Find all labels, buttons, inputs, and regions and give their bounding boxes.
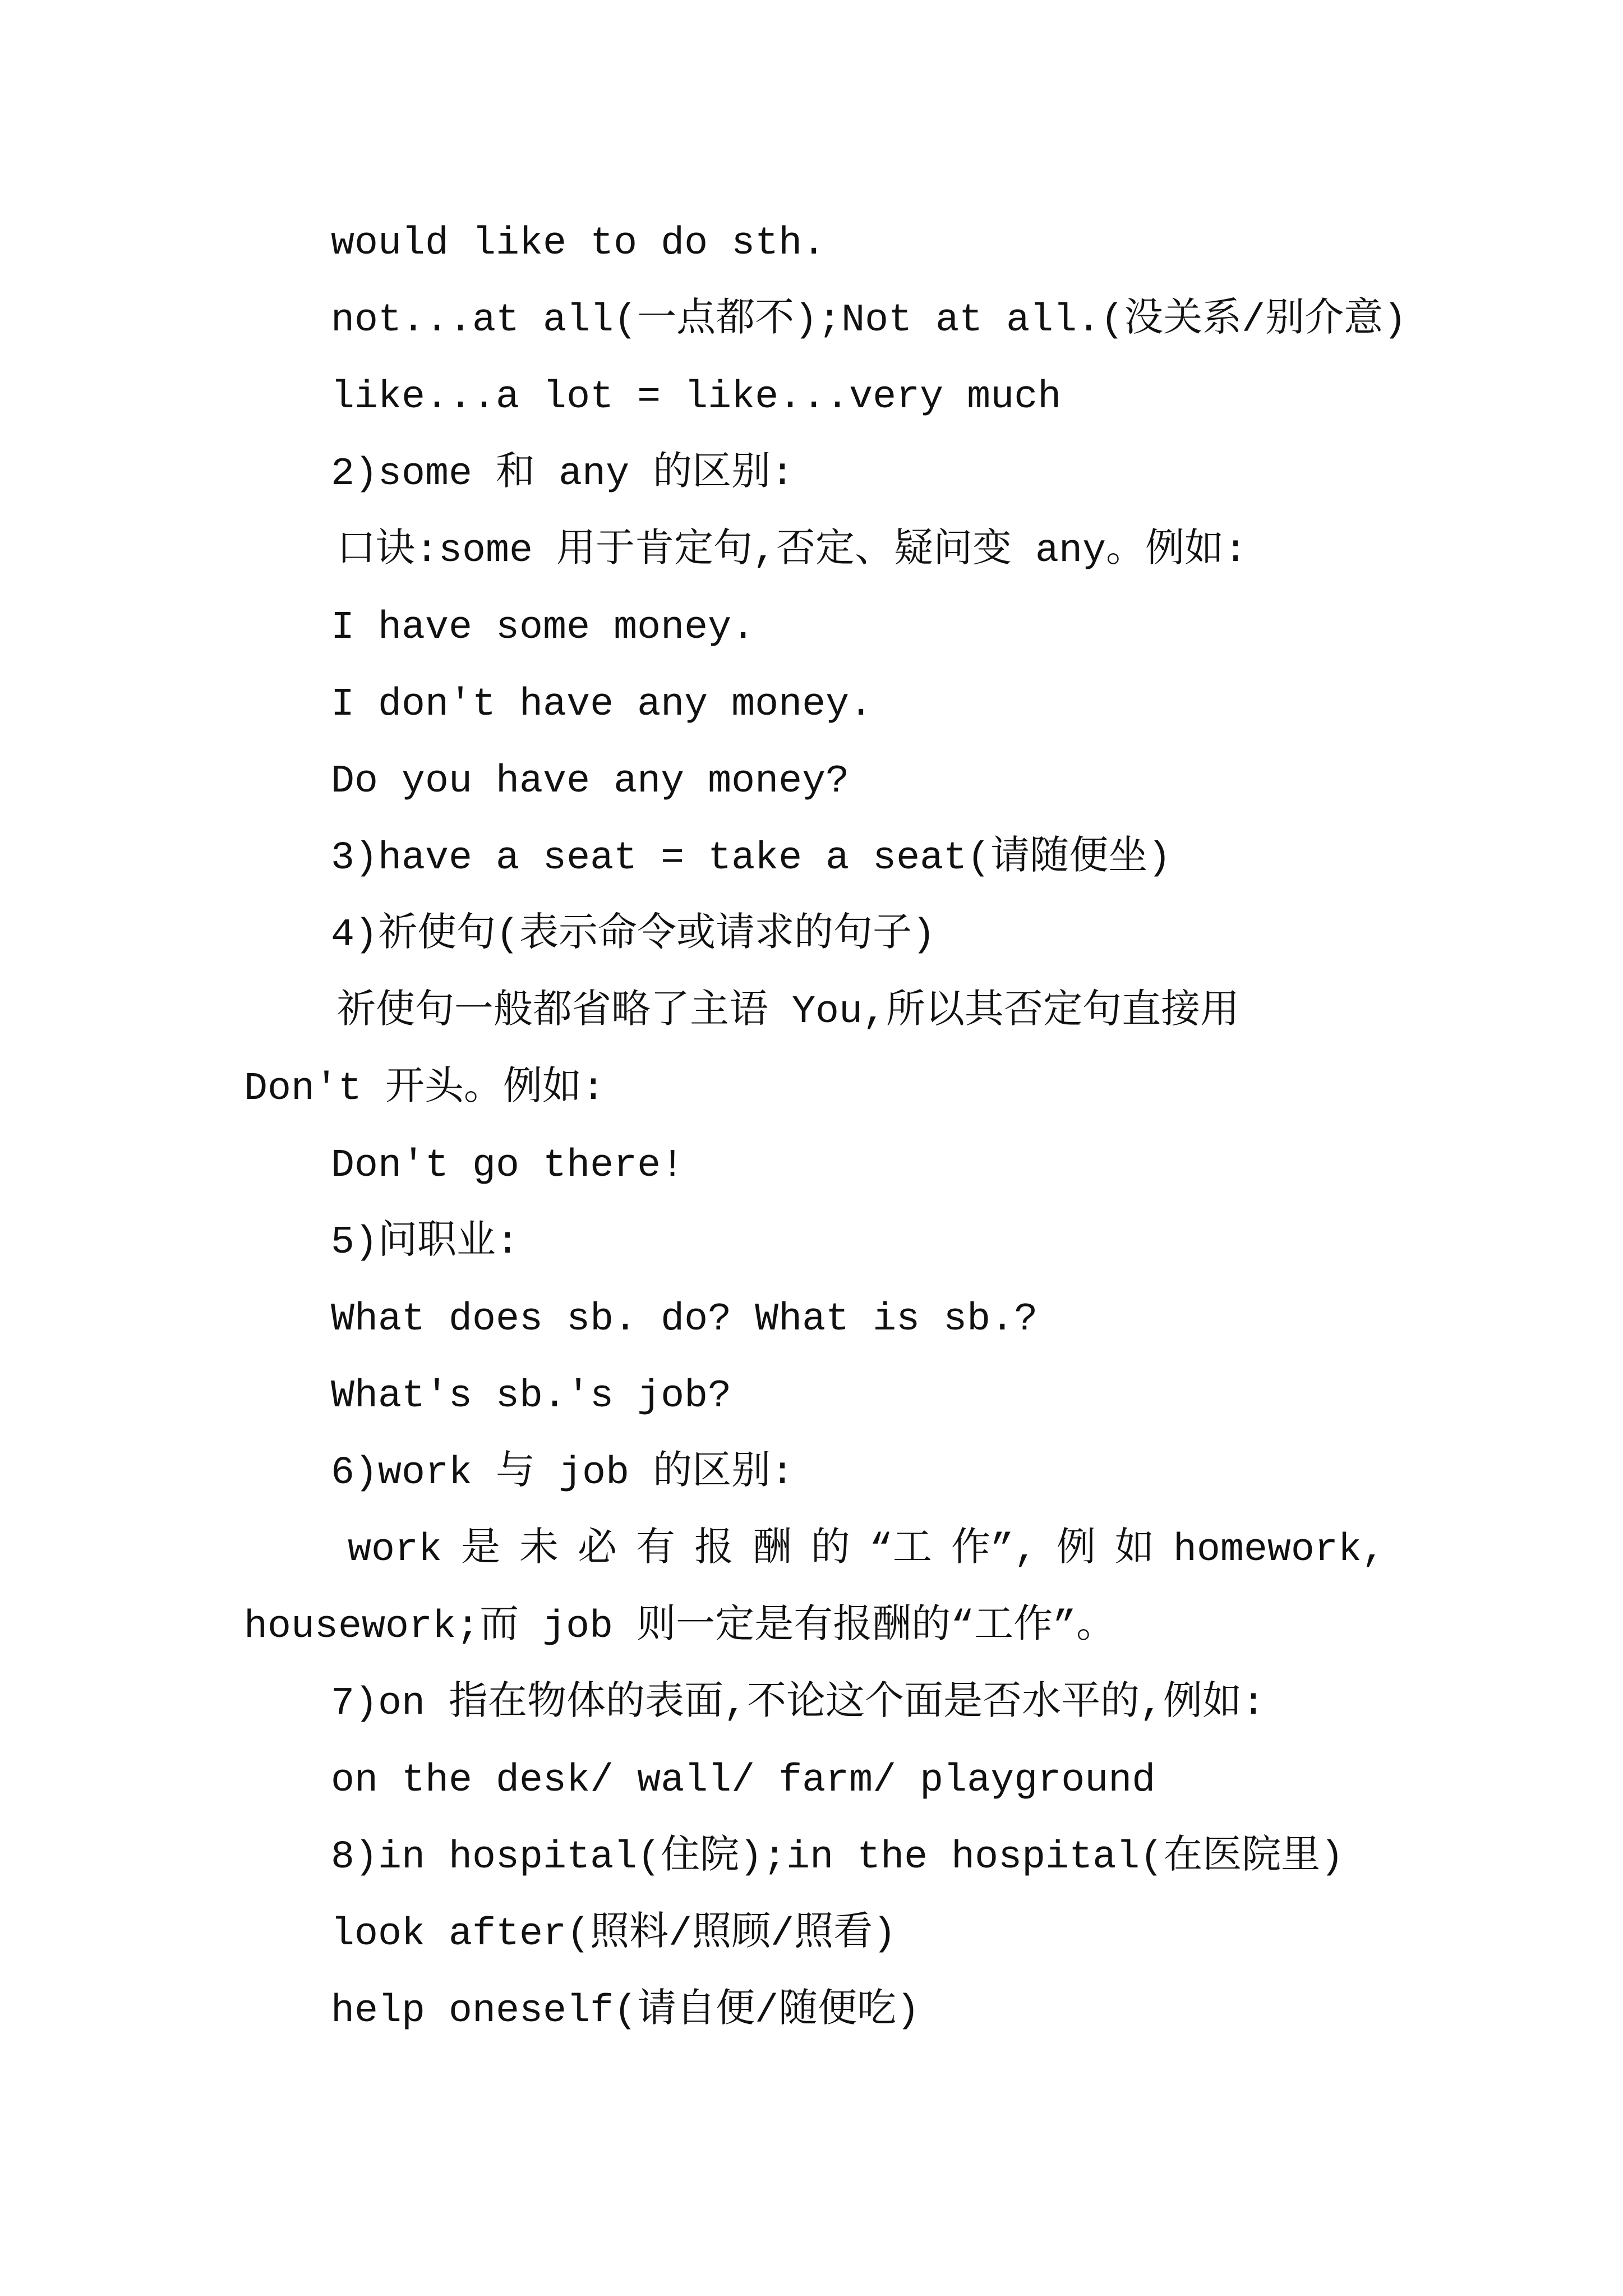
section-heading-work-job: 6)work 与 job 的区别: <box>331 1451 795 1496</box>
word: 报 <box>694 1528 734 1572</box>
example-line-7: on the desk/ wall/ farm/ playground <box>331 1759 1156 1803</box>
text-line-23: look after(照料/照顾/照看) <box>331 1912 897 1957</box>
example-line-2: I don't have any money. <box>331 683 873 727</box>
word: 未 <box>519 1528 559 1572</box>
section-heading-have-a-seat: 3)have a seat = take a seat(请随便坐) <box>331 836 1172 881</box>
example-line-6: What's sb.'s job? <box>331 1374 732 1419</box>
word: work <box>348 1528 442 1572</box>
text-line-1: would like to do sth. <box>331 222 826 266</box>
word: 的 <box>810 1528 850 1572</box>
word: homework, <box>1173 1528 1385 1572</box>
word: 有 <box>635 1528 675 1572</box>
text-line-12: Don't 开头。例如: <box>244 1067 606 1111</box>
text-line-19: housework;而 job 则一定是有报酬的“工作”。 <box>244 1605 1116 1649</box>
section-heading-on: 7)on 指在物体的表面,不论这个面是否水平的,例如: <box>331 1682 1266 1726</box>
section-heading-some-any: 2)some 和 any 的区别: <box>331 452 795 496</box>
word: 如 <box>1114 1528 1154 1572</box>
section-heading-imperative: 4)祈使句(表示命令或请求的句子) <box>331 913 936 958</box>
example-line-3: Do you have any money? <box>331 760 850 804</box>
word: 必 <box>577 1528 617 1572</box>
text-line-11: 祈使句一般都省略了主语 You,所以其否定句直接用 <box>336 990 1240 1034</box>
word: 是 <box>461 1528 501 1572</box>
word: 作”, <box>951 1528 1038 1572</box>
text-line-3: like...a lot = like...very much <box>331 375 1062 420</box>
example-line-1: I have some money. <box>331 606 755 650</box>
word: 酬 <box>752 1528 792 1572</box>
section-heading-hospital: 8)in hospital(住院);in the hospital(在医院里) <box>331 1835 1344 1880</box>
text-line-2: not...at all(一点都不);Not at all.(没关系/别介意) <box>331 298 1407 343</box>
text-line-5: 口诀:some 用于肯定句,否定、疑问变 any。例如: <box>336 529 1248 573</box>
text-line-18 <box>348 1522 1385 1579</box>
example-line-5: What does sb. do? What is sb.? <box>331 1297 1038 1342</box>
example-line-4: Don't go there! <box>331 1144 685 1188</box>
text-line-24: help oneself(请自便/随便吃) <box>331 1989 920 2033</box>
word: “工 <box>869 1528 932 1572</box>
section-heading-occupation: 5)问职业: <box>331 1221 520 1265</box>
word: 例 <box>1056 1528 1096 1572</box>
